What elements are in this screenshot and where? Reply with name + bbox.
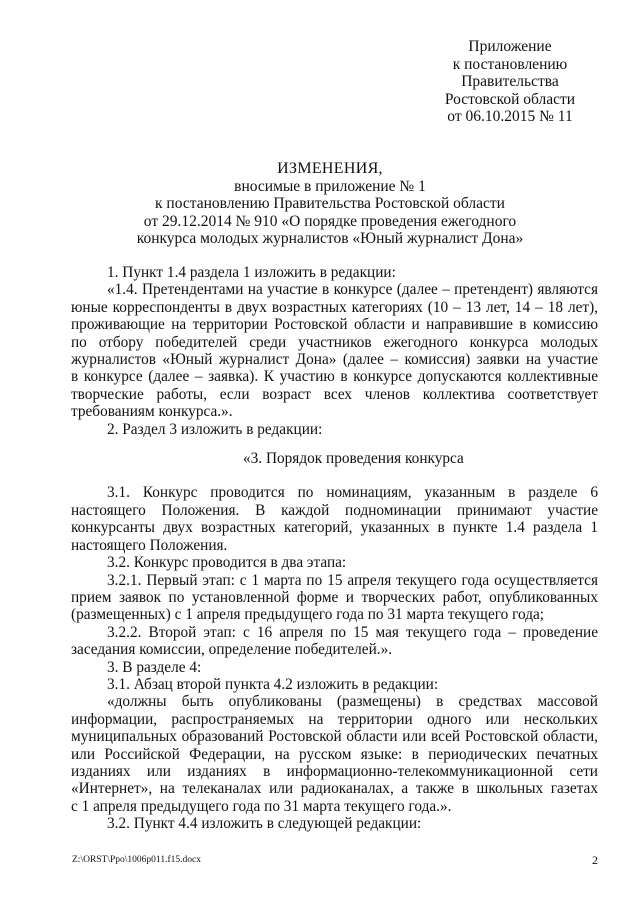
section-title: «3. Порядок проведения конкурса: [243, 450, 464, 468]
quote-2-line: с 1 апреля предыдущего года по 31 марта текущего года.».: [71, 797, 452, 815]
document-title: [80, 160, 580, 248]
paragraph-3-2-2-line: 3.2.2. Второй этап: с 16 апреля по 15 мая текущего года – проведение: [107, 623, 598, 641]
title-heading: ИЗМЕНЕНИЯ,: [277, 160, 383, 177]
appendix-note: [430, 38, 590, 126]
title-line: к постановлению Правительства Ростовской области: [155, 195, 505, 212]
paragraph-2: 2. Раздел 3 изложить в редакции:: [107, 420, 323, 438]
title-line: от 29.12.2014 № 910 «О порядке проведения ежегодного: [143, 212, 517, 230]
paragraph-3-2-heading: 3.2. Пункт 4.4 изложить в следующей редакции:: [107, 815, 422, 833]
footer-file-path: Z:\ORST\Ppo\1006p011.f15.docx: [72, 855, 201, 865]
quote-line: журналистов «Юный журналист Дона» (далее – комиссия) заявки на участие: [71, 351, 598, 369]
quote-2-line: или Российской Федерации, на русском языке: в периодических печатных: [71, 745, 598, 763]
title-line: конкурса молодых журналистов «Юный журналист Дона»: [136, 230, 524, 247]
quote-2-line: «Интернет», на телеканалах или радиоканалах, а также в школьных газетах: [71, 780, 598, 798]
quote-2-line: муниципальных образований Ростовской области или всей Ростовской области,: [71, 728, 598, 746]
appendix-line: Правительства: [461, 73, 559, 90]
title-line: вносимые в приложение № 1: [234, 177, 426, 195]
paragraph-3-1-line: настоящего Положения. В каждой подноминации принимают участие: [71, 501, 598, 519]
quote-line: по отбору победителей среди участников ежегодного конкурса молодых: [71, 333, 598, 351]
paragraph-3-2-2-line: заседания комиссии, определение победителей.».: [71, 641, 393, 659]
paragraph-3-1-heading: 3.1. Абзац второй пункта 4.2 изложить в редакции:: [107, 675, 439, 693]
paragraph-3-2-1-line: прием заявок по установленной форме и творческих работ, опубликованных: [71, 588, 598, 606]
quote-2-line: «должны быть опубликованы (размещены) в средствах массовой: [107, 693, 598, 711]
quote-2-line: изданиях или изданиях в информационно-телекоммуникационной сети: [71, 762, 598, 780]
appendix-line: к постановлению: [452, 55, 568, 73]
paragraph-3-2: 3.2. Конкурс проводится в два этапа:: [107, 554, 347, 572]
quote-line: в конкурсе (далее – заявка). К участию в конкурсе допускаются коллективные: [71, 368, 598, 386]
paragraph-3-1-line: конкурсанты двух возрастных категорий, указанных в пункте 1.4 раздела 1: [71, 519, 598, 537]
appendix-line: Приложение: [468, 38, 552, 55]
quote-line: юные корреспонденты в двух возрастных категориях (10 – 13 лет, 14 – 18 лет),: [71, 298, 598, 316]
appendix-line: от 06.10.2015 № 11: [447, 108, 573, 125]
quote-2-line: информации, распространяемых на территории одного или нескольких: [71, 710, 598, 728]
quote-line: «1.4. Претендентами на участие в конкурсе (далее – претендент) являются: [107, 281, 598, 299]
quote-line: творческие работы, если возраст всех членов коллектива соответствует: [71, 385, 598, 403]
paragraph-3-1-line: 3.1. Конкурс проводится по номинациям, указанным в разделе 6: [107, 484, 598, 502]
appendix-line: Ростовской области: [444, 90, 576, 108]
document-body: [71, 264, 598, 833]
page-number: 2: [592, 853, 598, 867]
paragraph-3-2-1-line: 3.2.1. Первый этап: с 1 марта по 15 апреля текущего года осуществляется: [107, 571, 598, 589]
quote-line: требованиям конкурса.».: [71, 403, 233, 421]
paragraph-3: 3. В разделе 4:: [107, 658, 202, 676]
paragraph-3-2-1-line: (размещенных) с 1 апреля предыдущего года по 31 марта текущего года;: [71, 606, 545, 624]
quote-line: проживающие на территории Ростовской области и направившие в комиссию: [71, 316, 598, 334]
paragraph-3-1-line: настоящего Положения.: [71, 536, 228, 554]
paragraph-1: 1. Пункт 1.4 раздела 1 изложить в редакции:: [107, 264, 396, 281]
